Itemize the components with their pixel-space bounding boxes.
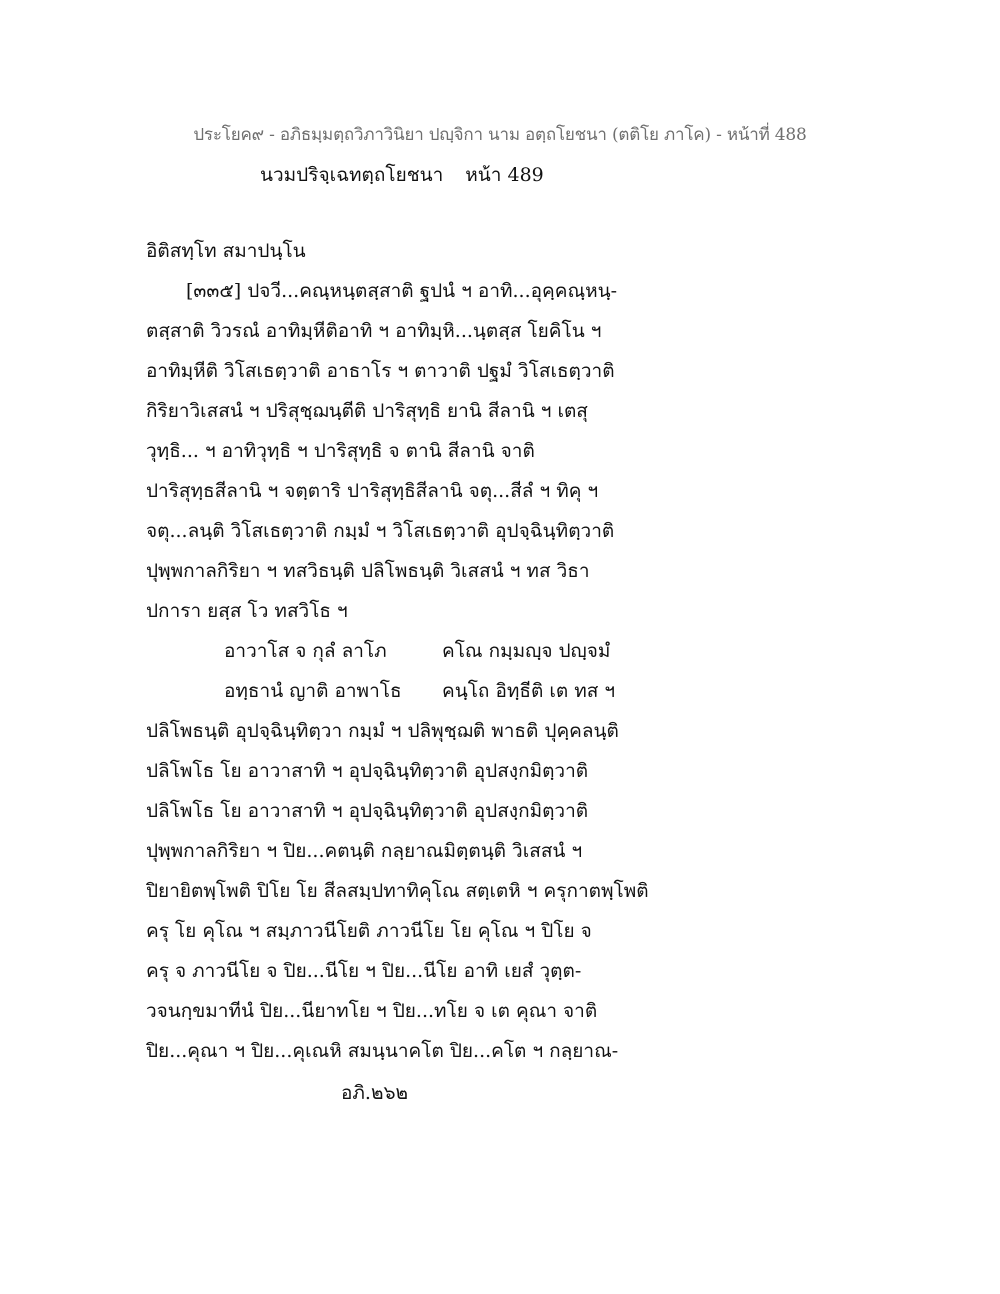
text-line: ครุ โย คุโณ ฯ สมฺภาวนีโยติ ภาวนีโย โย คุโณ ฯ ปิโย จ xyxy=(146,920,592,942)
verse-line xyxy=(146,631,706,671)
text-line: ครุ จ ภาวนีโย จ ปิย...นีโย ฯ ปิย...นีโย อาทิ เยสํ วุตฺต- xyxy=(146,960,582,982)
running-header: ประโยค๙ - อภิธมฺมตฺถวิภาวินิยา ปญฺจิกา นาม อตฺถโยชนา (ตติโย ภาโค) - หน้าที่ 488 xyxy=(193,125,807,145)
text-line: ปุพฺพกาลกิริยา ฯ ปิย...คตนฺติ กลฺยาณมิตฺตนฺติ วิเสสนํ ฯ xyxy=(146,840,583,862)
text-line: ปุพฺพกาลกิริยา ฯ ทสวิธนฺติ ปลิโพธนฺติ วิเสสนํ ฯ ทส วิธา xyxy=(146,560,590,582)
section-title-text: นวมปริจฺเฉทตฺถโยชนา xyxy=(260,164,444,186)
text-line: ปาริสุทฺธสีลานิ ฯ จตฺตาริ ปาริสุทฺธิสีลานิ จตุ...สีลํ ฯ ทิคุ ฯ xyxy=(146,480,599,502)
verse-line xyxy=(146,671,706,711)
verse-second-half: คนฺโถ อิทฺธีติ เต ทส ฯ xyxy=(442,680,616,702)
verse-second-half: คโณ กมฺมญฺจ ปญฺจมํ xyxy=(442,640,611,662)
verse-first-half: อาวาโส จ กุลํ ลาโภ xyxy=(224,640,387,662)
text-line: กิริยาวิเสสนํ ฯ ปริสุชฺฌนฺตีติ ปาริสุทฺธิ ยานิ สีลานิ ฯ เตสุ xyxy=(146,400,588,422)
body-text xyxy=(146,231,706,1071)
text-line: ปลิโพโธ โย อาวาสาทิ ฯ อุปจฺฉินฺทิตฺวาติ อุปสงฺกมิตฺวาติ xyxy=(146,760,589,782)
section-page-ref: หน้า 489 xyxy=(465,164,544,186)
text-line: [๓๓๕] ปจวี...คณฺหนฺตสฺสาติ ฐปนํ ฯ อาทิ...อุคฺคณฺหนฺ- xyxy=(186,280,618,302)
page-signature: อภิ.๒๖๒ xyxy=(341,1082,409,1104)
text-line: ปิย...คุณา ฯ ปิย...คุเณหิ สมนฺนาคโต ปิย...คโต ฯ กลฺยาณ- xyxy=(146,1040,619,1062)
text-line: วจนกฺขมาทีนํ ปิย...นียาทโย ฯ ปิย...ทโย จ เต คุณา จาติ xyxy=(146,1000,598,1022)
text-line: ตสฺสาติ วิวรณํ อาทิมฺหีติอาทิ ฯ อาทิมฺหิ...นฺตสฺส โยคิโน ฯ xyxy=(146,320,602,342)
text-line: ปิยายิตพฺโพติ ปิโย โย สีลสมฺปทาทิคุโณ สตฺเตหิ ฯ ครุกาตพฺโพติ xyxy=(146,880,649,902)
text-line: จตุ...ลนฺติ วิโสเธตฺวาติ กมฺมํ ฯ วิโสเธตฺวาติ อุปจฺฉินฺทิตฺวาติ xyxy=(146,520,615,542)
text-line: ปลิโพโธ โย อาวาสาทิ ฯ อุปจฺฉินฺทิตฺวาติ อุปสงฺกมิตฺวาติ xyxy=(146,800,589,822)
text-line: ปการา ยสฺส โว ทสวิโธ ฯ xyxy=(146,600,348,622)
section-title xyxy=(260,160,544,190)
text-line: วุทฺธิ... ฯ อาทิวุทฺธิ ฯ ปาริสุทฺธิ จ ตานิ สีลานิ จาติ xyxy=(146,440,535,462)
text-line: อาทิมฺหีติ วิโสเธตฺวาติ อาธาโร ฯ ตาวาติ ปฐมํ วิโสเธตฺวาติ xyxy=(146,360,615,382)
text-line: ปลิโพธนฺติ อุปจฺฉินฺทิตฺวา กมฺมํ ฯ ปลิพุชฺฌติ พาธติ ปุคฺคลนฺติ xyxy=(146,720,619,742)
text-line: อิติสทฺโท สมาปนฺโน xyxy=(146,240,306,262)
verse-first-half: อทฺธานํ ญาติ อาพาโธ xyxy=(224,680,402,702)
